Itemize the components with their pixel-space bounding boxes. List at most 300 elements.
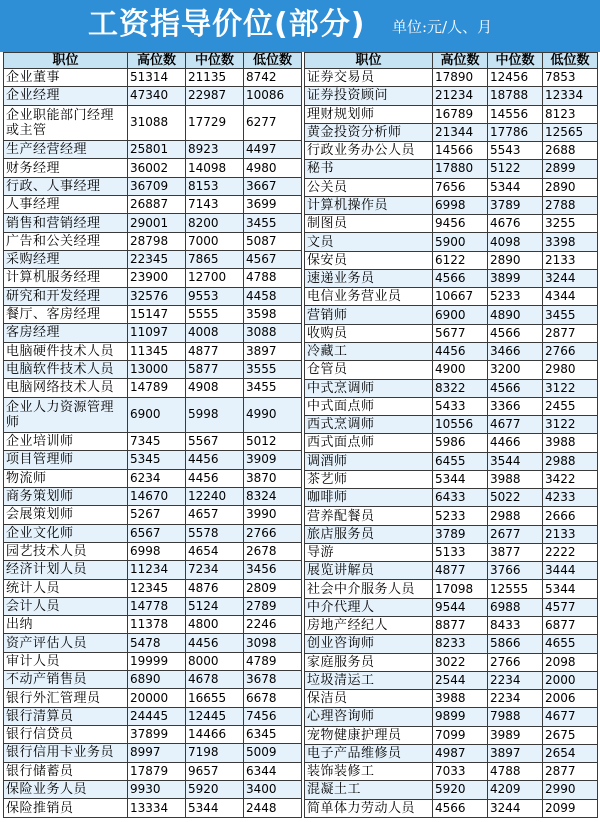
cell-mid: 3877 xyxy=(488,543,543,561)
cell-high: 3789 xyxy=(433,525,488,543)
cell-position: 行政业务办公人员 xyxy=(305,142,433,160)
cell-mid: 5233 xyxy=(488,288,543,306)
cell-low: 5087 xyxy=(244,232,302,250)
table-row xyxy=(4,69,302,87)
cell-position: 财务经理 xyxy=(4,159,128,177)
table-row xyxy=(305,744,598,762)
table-row xyxy=(4,707,302,725)
cell-position: 冷藏工 xyxy=(305,342,433,360)
col-header-high: 高位数 xyxy=(128,53,186,69)
cell-low: 3455 xyxy=(244,214,302,232)
cell-position: 企业文化师 xyxy=(4,524,128,542)
cell-high: 21234 xyxy=(433,87,488,105)
cell-position: 西式面点师 xyxy=(305,434,433,452)
table-row xyxy=(305,671,598,689)
cell-low: 2000 xyxy=(543,671,598,689)
cell-mid: 5543 xyxy=(488,142,543,160)
cell-low: 3444 xyxy=(543,562,598,580)
cell-high: 9930 xyxy=(128,780,186,798)
cell-high: 14778 xyxy=(128,597,186,615)
cell-high: 24445 xyxy=(128,707,186,725)
cell-position: 企业培训师 xyxy=(4,433,128,451)
cell-high: 6890 xyxy=(128,671,186,689)
cell-position: 中介代理人 xyxy=(305,598,433,616)
cell-mid: 4657 xyxy=(186,506,244,524)
cell-high: 14789 xyxy=(128,379,186,397)
cell-position: 企业董事 xyxy=(4,69,128,87)
table-body-left xyxy=(4,69,302,818)
cell-low: 5009 xyxy=(244,744,302,762)
table-row xyxy=(4,469,302,487)
cell-mid: 3200 xyxy=(488,361,543,379)
cell-low: 4233 xyxy=(543,489,598,507)
cell-position: 客房经理 xyxy=(4,324,128,342)
cell-mid: 4008 xyxy=(186,324,244,342)
table-row xyxy=(305,379,598,397)
table-row xyxy=(4,762,302,780)
table-row xyxy=(4,87,302,105)
cell-mid: 17729 xyxy=(186,105,244,141)
cell-position: 证券投资顾问 xyxy=(305,87,433,105)
cell-high: 10667 xyxy=(433,288,488,306)
cell-mid: 9657 xyxy=(186,762,244,780)
table-row xyxy=(305,598,598,616)
table-row xyxy=(305,635,598,653)
cell-low: 2890 xyxy=(543,178,598,196)
table-row xyxy=(4,177,302,195)
cell-position: 营养配餐员 xyxy=(305,507,433,525)
cell-high: 11234 xyxy=(128,561,186,579)
cell-mid: 3466 xyxy=(488,342,543,360)
cell-low: 6877 xyxy=(543,616,598,634)
cell-position: 心理咨询师 xyxy=(305,708,433,726)
cell-high: 5478 xyxy=(128,634,186,652)
cell-high: 12345 xyxy=(128,579,186,597)
cell-low: 8123 xyxy=(543,105,598,123)
cell-position: 混凝土工 xyxy=(305,781,433,799)
table-row xyxy=(4,524,302,542)
cell-low: 4344 xyxy=(543,288,598,306)
cell-low: 3088 xyxy=(244,324,302,342)
table-row xyxy=(305,416,598,434)
cell-high: 5345 xyxy=(128,451,186,469)
cell-position: 营销师 xyxy=(305,306,433,324)
cell-high: 36709 xyxy=(128,177,186,195)
cell-low: 2678 xyxy=(244,542,302,560)
cell-low: 10086 xyxy=(244,87,302,105)
cell-high: 26887 xyxy=(128,196,186,214)
cell-high: 8997 xyxy=(128,744,186,762)
table-row xyxy=(305,489,598,507)
col-header-high: 高位数 xyxy=(433,53,488,69)
table-row xyxy=(4,269,302,287)
cell-position: 银行储蓄员 xyxy=(4,762,128,780)
cell-high: 5267 xyxy=(128,506,186,524)
cell-high: 19999 xyxy=(128,652,186,670)
cell-mid: 3766 xyxy=(488,562,543,580)
cell-high: 14566 xyxy=(433,142,488,160)
table-row xyxy=(4,379,302,397)
cell-mid: 3244 xyxy=(488,799,543,817)
cell-position: 计算机服务经理 xyxy=(4,269,128,287)
cell-mid: 9553 xyxy=(186,287,244,305)
cell-high: 2544 xyxy=(433,671,488,689)
cell-low: 4497 xyxy=(244,141,302,159)
unit-label: 单位:元/人、月 xyxy=(392,18,493,36)
table-row xyxy=(4,324,302,342)
cell-mid: 7198 xyxy=(186,744,244,762)
cell-high: 5233 xyxy=(433,507,488,525)
cell-mid: 22987 xyxy=(186,87,244,105)
table-row xyxy=(305,616,598,634)
table-row xyxy=(4,652,302,670)
cell-mid: 4677 xyxy=(488,416,543,434)
cell-position: 咖啡师 xyxy=(305,489,433,507)
cell-high: 25801 xyxy=(128,141,186,159)
cell-high: 4566 xyxy=(433,799,488,817)
cell-mid: 8000 xyxy=(186,652,244,670)
cell-high: 6122 xyxy=(433,251,488,269)
table-row xyxy=(4,451,302,469)
cell-mid: 5998 xyxy=(186,397,244,433)
table-row xyxy=(4,689,302,707)
cell-low: 2980 xyxy=(543,361,598,379)
table-row xyxy=(305,708,598,726)
table-row xyxy=(4,487,302,505)
cell-mid: 7865 xyxy=(186,251,244,269)
table-row xyxy=(305,763,598,781)
cell-low: 2877 xyxy=(543,763,598,781)
cell-mid: 4800 xyxy=(186,616,244,634)
cell-position: 收购员 xyxy=(305,324,433,342)
cell-high: 5986 xyxy=(433,434,488,452)
cell-position: 资产评估人员 xyxy=(4,634,128,652)
cell-mid: 18788 xyxy=(488,87,543,105)
table-row xyxy=(4,671,302,689)
cell-high: 4456 xyxy=(433,342,488,360)
cell-low: 2877 xyxy=(543,324,598,342)
cell-mid: 3897 xyxy=(488,744,543,762)
cell-high: 4566 xyxy=(433,269,488,287)
cell-high: 32576 xyxy=(128,287,186,305)
cell-low: 2448 xyxy=(244,799,302,818)
table-header-row xyxy=(4,53,302,69)
cell-low: 6344 xyxy=(244,762,302,780)
cell-low: 4677 xyxy=(543,708,598,726)
cell-position: 中式烹调师 xyxy=(305,379,433,397)
cell-position: 企业职能部门经理或主管 xyxy=(4,105,128,141)
table-row xyxy=(305,324,598,342)
cell-high: 7099 xyxy=(433,726,488,744)
cell-mid: 7000 xyxy=(186,232,244,250)
table-row xyxy=(305,525,598,543)
table-row xyxy=(4,305,302,323)
cell-mid: 4876 xyxy=(186,579,244,597)
cell-high: 23900 xyxy=(128,269,186,287)
table-row xyxy=(4,141,302,159)
cell-low: 4567 xyxy=(244,251,302,269)
cell-mid: 5877 xyxy=(186,360,244,378)
cell-mid: 5344 xyxy=(488,178,543,196)
cell-low: 2988 xyxy=(543,452,598,470)
cell-position: 电子产品维修员 xyxy=(305,744,433,762)
cell-mid: 8433 xyxy=(488,616,543,634)
cell-low: 4655 xyxy=(543,635,598,653)
cell-mid: 2766 xyxy=(488,653,543,671)
cell-high: 8322 xyxy=(433,379,488,397)
cell-position: 制图员 xyxy=(305,215,433,233)
cell-low: 3897 xyxy=(244,342,302,360)
table-row xyxy=(4,726,302,744)
cell-mid: 17786 xyxy=(488,123,543,141)
table-row xyxy=(305,123,598,141)
table-row xyxy=(305,580,598,598)
table-row xyxy=(4,616,302,634)
col-header-mid: 中位数 xyxy=(186,53,244,69)
cell-high: 17890 xyxy=(433,69,488,87)
cell-position: 人事经理 xyxy=(4,196,128,214)
cell-low: 2455 xyxy=(543,397,598,415)
cell-mid: 4676 xyxy=(488,215,543,233)
cell-low: 4788 xyxy=(244,269,302,287)
cell-high: 4900 xyxy=(433,361,488,379)
table-row xyxy=(4,251,302,269)
table-row xyxy=(305,781,598,799)
cell-position: 展览讲解员 xyxy=(305,562,433,580)
cell-mid: 12240 xyxy=(186,487,244,505)
cell-high: 6900 xyxy=(433,306,488,324)
cell-low: 8742 xyxy=(244,69,302,87)
cell-mid: 5124 xyxy=(186,597,244,615)
table-row xyxy=(4,397,302,433)
cell-high: 11378 xyxy=(128,616,186,634)
cell-mid: 16655 xyxy=(186,689,244,707)
cell-low: 3422 xyxy=(543,470,598,488)
cell-position: 企业人力资源管理师 xyxy=(4,397,128,433)
cell-mid: 7988 xyxy=(488,708,543,726)
cell-high: 29001 xyxy=(128,214,186,232)
table-row xyxy=(305,251,598,269)
table-row xyxy=(4,506,302,524)
cell-low: 5344 xyxy=(543,580,598,598)
table-row xyxy=(4,232,302,250)
cell-low: 3122 xyxy=(543,379,598,397)
cell-low: 3400 xyxy=(244,780,302,798)
table-row xyxy=(4,105,302,141)
cell-mid: 6988 xyxy=(488,598,543,616)
cell-mid: 4877 xyxy=(186,342,244,360)
col-header-position: 职位 xyxy=(4,53,128,69)
cell-high: 51314 xyxy=(128,69,186,87)
cell-mid: 3899 xyxy=(488,269,543,287)
cell-mid: 5555 xyxy=(186,305,244,323)
cell-high: 5433 xyxy=(433,397,488,415)
salary-table-right xyxy=(304,52,597,818)
table-row xyxy=(4,433,302,451)
cell-position: 保险推销员 xyxy=(4,799,128,818)
cell-mid: 4890 xyxy=(488,306,543,324)
cell-low: 2133 xyxy=(543,251,598,269)
cell-high: 14670 xyxy=(128,487,186,505)
cell-low: 3555 xyxy=(244,360,302,378)
cell-high: 7033 xyxy=(433,763,488,781)
cell-high: 5677 xyxy=(433,324,488,342)
cell-low: 3870 xyxy=(244,469,302,487)
table-row xyxy=(305,178,598,196)
cell-mid: 5866 xyxy=(488,635,543,653)
cell-high: 8877 xyxy=(433,616,488,634)
cell-high: 10556 xyxy=(433,416,488,434)
cell-mid: 21135 xyxy=(186,69,244,87)
cell-high: 8233 xyxy=(433,635,488,653)
cell-high: 20000 xyxy=(128,689,186,707)
cell-position: 电信业务营业员 xyxy=(305,288,433,306)
cell-position: 计算机操作员 xyxy=(305,196,433,214)
cell-mid: 5920 xyxy=(186,780,244,798)
cell-low: 6277 xyxy=(244,105,302,141)
cell-mid: 4788 xyxy=(488,763,543,781)
table-header-row xyxy=(305,53,598,69)
cell-high: 16789 xyxy=(433,105,488,123)
cell-position: 会展策划师 xyxy=(4,506,128,524)
cell-mid: 4678 xyxy=(186,671,244,689)
cell-low: 2654 xyxy=(543,744,598,762)
cell-high: 5344 xyxy=(433,470,488,488)
cell-position: 黄金投资分析师 xyxy=(305,123,433,141)
cell-high: 7345 xyxy=(128,433,186,451)
cell-mid: 14556 xyxy=(488,105,543,123)
cell-mid: 4456 xyxy=(186,634,244,652)
cell-mid: 2890 xyxy=(488,251,543,269)
cell-mid: 4456 xyxy=(186,451,244,469)
table-row xyxy=(305,690,598,708)
cell-low: 3456 xyxy=(244,561,302,579)
table-row xyxy=(4,360,302,378)
cell-position: 研究和开发经理 xyxy=(4,287,128,305)
cell-high: 17879 xyxy=(128,762,186,780)
cell-position: 审计人员 xyxy=(4,652,128,670)
cell-high: 5900 xyxy=(433,233,488,251)
cell-position: 广告和公关经理 xyxy=(4,232,128,250)
cell-position: 速递业务员 xyxy=(305,269,433,287)
cell-low: 4577 xyxy=(543,598,598,616)
cell-mid: 5022 xyxy=(488,489,543,507)
cell-low: 3598 xyxy=(244,305,302,323)
cell-low: 3990 xyxy=(244,506,302,524)
cell-low: 3699 xyxy=(244,196,302,214)
table-row xyxy=(305,196,598,214)
col-header-low: 低位数 xyxy=(244,53,302,69)
cell-position: 会计人员 xyxy=(4,597,128,615)
table-row xyxy=(305,342,598,360)
cell-low: 3255 xyxy=(543,215,598,233)
cell-high: 9899 xyxy=(433,708,488,726)
cell-position: 经济计划人员 xyxy=(4,561,128,579)
cell-mid: 4456 xyxy=(186,469,244,487)
cell-high: 9544 xyxy=(433,598,488,616)
table-row xyxy=(4,597,302,615)
table-row xyxy=(4,542,302,560)
table-row xyxy=(305,160,598,178)
cell-high: 7656 xyxy=(433,178,488,196)
cell-low: 4458 xyxy=(244,287,302,305)
table-row xyxy=(305,562,598,580)
cell-low: 7456 xyxy=(244,707,302,725)
cell-position: 不动产销售员 xyxy=(4,671,128,689)
cell-low: 2099 xyxy=(543,799,598,817)
table-row xyxy=(305,726,598,744)
cell-mid: 8200 xyxy=(186,214,244,232)
col-header-low: 低位数 xyxy=(543,53,598,69)
cell-high: 17098 xyxy=(433,580,488,598)
table-row xyxy=(305,452,598,470)
table-row xyxy=(305,507,598,525)
table-row xyxy=(305,269,598,287)
table-row xyxy=(305,397,598,415)
cell-position: 出纳 xyxy=(4,616,128,634)
cell-high: 9456 xyxy=(433,215,488,233)
cell-low: 7853 xyxy=(543,69,598,87)
cell-low: 3455 xyxy=(543,306,598,324)
table-row xyxy=(4,287,302,305)
cell-position: 银行信用卡业务员 xyxy=(4,744,128,762)
cell-position: 银行清算员 xyxy=(4,707,128,725)
cell-low: 3098 xyxy=(244,634,302,652)
cell-low: 2809 xyxy=(244,579,302,597)
cell-position: 装饰装修工 xyxy=(305,763,433,781)
cell-mid: 3544 xyxy=(488,452,543,470)
table-row xyxy=(305,799,598,817)
table-row xyxy=(4,159,302,177)
cell-position: 导游 xyxy=(305,543,433,561)
cell-mid: 2234 xyxy=(488,671,543,689)
table-row xyxy=(305,215,598,233)
cell-mid: 3366 xyxy=(488,397,543,415)
salary-table-left xyxy=(3,52,301,818)
cell-low: 3455 xyxy=(244,379,302,397)
cell-low: 8324 xyxy=(244,487,302,505)
cell-low: 3678 xyxy=(244,671,302,689)
cell-position: 物流师 xyxy=(4,469,128,487)
cell-position: 银行外汇管理员 xyxy=(4,689,128,707)
cell-high: 37899 xyxy=(128,726,186,744)
cell-position: 电脑软件技术人员 xyxy=(4,360,128,378)
title-banner xyxy=(0,0,600,52)
cell-position: 餐厅、客房经理 xyxy=(4,305,128,323)
cell-position: 宠物健康护理员 xyxy=(305,726,433,744)
cell-position: 商务策划师 xyxy=(4,487,128,505)
cell-position: 电脑网络技术人员 xyxy=(4,379,128,397)
cell-mid: 7234 xyxy=(186,561,244,579)
cell-high: 4877 xyxy=(433,562,488,580)
cell-low: 4990 xyxy=(244,397,302,433)
cell-high: 6900 xyxy=(128,397,186,433)
cell-low: 6345 xyxy=(244,726,302,744)
cell-position: 垃圾清运工 xyxy=(305,671,433,689)
cell-high: 6567 xyxy=(128,524,186,542)
table-row xyxy=(305,105,598,123)
table-row xyxy=(305,653,598,671)
cell-position: 社会中介服务人员 xyxy=(305,580,433,598)
cell-position: 保洁员 xyxy=(305,690,433,708)
cell-low: 4789 xyxy=(244,652,302,670)
cell-low: 3988 xyxy=(543,434,598,452)
cell-position: 生产经营经理 xyxy=(4,141,128,159)
cell-position: 理财规划师 xyxy=(305,105,433,123)
table-row xyxy=(305,233,598,251)
cell-low: 2675 xyxy=(543,726,598,744)
page-title: 工资指导价位(部分) xyxy=(88,7,366,42)
